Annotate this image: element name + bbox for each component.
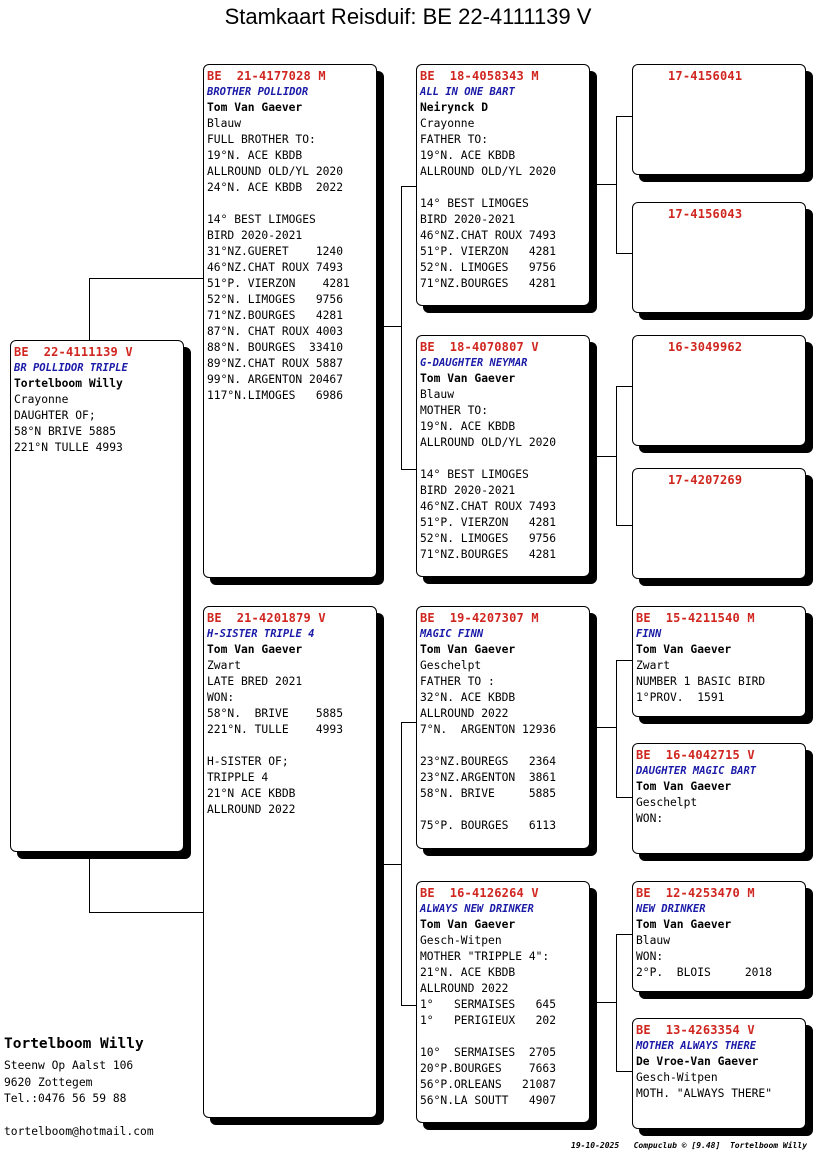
info-line bbox=[420, 738, 586, 754]
connector-subject-father bbox=[89, 278, 205, 341]
grandmother-paternal-card bbox=[416, 335, 590, 577]
fmf-ring: 16-3049962 bbox=[668, 340, 743, 354]
grandmother-maternal-card bbox=[416, 881, 590, 1123]
connector-father-parents bbox=[376, 326, 401, 328]
mmf-name: NEW DRINKER bbox=[636, 903, 706, 915]
mmf-ring: BE 12-4253470 M bbox=[636, 886, 755, 900]
footer-credit: 19-10-2025 Compuclub © [9.48] Tortelboom Willy bbox=[571, 1141, 808, 1150]
father-breeder: Tom Van Gaever bbox=[207, 101, 303, 114]
info-line bbox=[420, 802, 586, 818]
info-line: H-SISTER OF; bbox=[207, 755, 289, 768]
grandfather-paternal-card bbox=[416, 64, 590, 306]
info-line bbox=[207, 738, 373, 754]
mother-breeder: Tom Van Gaever bbox=[207, 643, 303, 656]
mm-ring: BE 16-4126264 V bbox=[420, 886, 539, 900]
info-line bbox=[420, 180, 586, 196]
info-line: 19°N. ACE KBDB bbox=[420, 149, 516, 162]
mff-ring: BE 15-4211540 M bbox=[636, 611, 755, 625]
info-line: 21°N ACE KBDB bbox=[207, 787, 296, 800]
info-line: 52°N. LIMOGES 9756 bbox=[207, 293, 344, 306]
info-line: Geschelpt bbox=[420, 659, 482, 672]
info-line: TRIPPLE 4 bbox=[207, 771, 269, 784]
info-line: 221°N. TULLE 4993 bbox=[207, 723, 344, 736]
fm-info bbox=[420, 387, 586, 563]
info-line: 99°N. ARGENTON 20467 bbox=[207, 373, 344, 386]
info-line: 20°P.BOURGES 7663 bbox=[420, 1062, 557, 1075]
info-line: DAUGHTER OF; bbox=[14, 409, 96, 422]
info-line: ALLROUND OLD/YL 2020 bbox=[207, 165, 344, 178]
fm-breeder: Tom Van Gaever bbox=[420, 372, 516, 385]
owner-block bbox=[4, 1034, 154, 1140]
owner-tel: Tel.:0476 56 59 88 bbox=[4, 1092, 127, 1105]
info-line: ALLROUND 2022 bbox=[420, 707, 509, 720]
ff-name: ALL IN ONE BART bbox=[420, 86, 515, 98]
father-card bbox=[203, 64, 377, 578]
info-line: Blauw bbox=[636, 934, 671, 947]
info-line: Zwart bbox=[207, 659, 242, 672]
info-line: FULL BROTHER TO: bbox=[207, 133, 316, 146]
mff-info bbox=[636, 658, 802, 706]
info-line: 52°N. LIMOGES 9756 bbox=[420, 532, 557, 545]
mm-name: ALWAYS NEW DRINKER bbox=[420, 903, 534, 915]
info-line: ALLROUND OLD/YL 2020 bbox=[420, 165, 557, 178]
subject-breeder: Tortelboom Willy bbox=[14, 377, 123, 390]
mother-ring: BE 21-4201879 V bbox=[207, 611, 326, 625]
info-line: 88°N. BOURGES 33410 bbox=[207, 341, 344, 354]
mf-ring: BE 19-4207307 M bbox=[420, 611, 539, 625]
info-line: 32°N. ACE KBDB bbox=[420, 691, 516, 704]
info-line: Gesch-Witpen bbox=[636, 1071, 718, 1084]
info-line: 71°NZ.BOURGES 4281 bbox=[207, 309, 344, 322]
mother-name: H-SISTER TRIPLE 4 bbox=[207, 628, 315, 640]
mmm-info bbox=[636, 1070, 802, 1102]
info-line: MOTHER TO: bbox=[420, 404, 489, 417]
info-line: 46°NZ.CHAT ROUX 7493 bbox=[420, 500, 557, 513]
ggp-mfm-card bbox=[632, 743, 806, 854]
mf-info bbox=[420, 658, 586, 834]
info-line: BIRD 2020-2021 bbox=[420, 484, 516, 497]
father-info bbox=[207, 116, 373, 404]
ff-breeder: Neirynck D bbox=[420, 101, 489, 114]
connector-ff-parents bbox=[590, 184, 616, 186]
mfm-breeder: Tom Van Gaever bbox=[636, 780, 732, 793]
info-line: 71°NZ.BOURGES 4281 bbox=[420, 548, 557, 561]
info-line: Crayonne bbox=[420, 117, 475, 130]
connector-subject-mother bbox=[89, 852, 205, 913]
info-line: 2°P. BLOIS 2018 bbox=[636, 966, 773, 979]
mfm-info bbox=[636, 795, 802, 827]
owner-email: tortelboom@hotmail.com bbox=[4, 1124, 154, 1138]
info-line: 7°N. ARGENTON 12936 bbox=[420, 723, 557, 736]
info-line: 71°NZ.BOURGES 4281 bbox=[420, 277, 557, 290]
connector-mm-branch bbox=[616, 934, 633, 1072]
mf-name: MAGIC FINN bbox=[420, 628, 484, 640]
fm-name: G-DAUGHTER NEYMAR bbox=[420, 357, 528, 369]
info-line: 19°N. ACE KBDB bbox=[207, 149, 303, 162]
info-line bbox=[420, 451, 586, 467]
page-title: Stamkaart Reisduif: BE 22-4111139 V bbox=[224, 4, 592, 29]
ffm-ring: 17-4156043 bbox=[668, 207, 743, 221]
connector-ff-branch bbox=[616, 116, 633, 254]
info-line: 14° BEST LIMOGES bbox=[420, 468, 529, 481]
info-line: WON: bbox=[207, 691, 235, 704]
info-line: 24°N. ACE KBDB 2022 bbox=[207, 181, 344, 194]
father-ring: BE 21-4177028 M bbox=[207, 69, 326, 83]
mother-card bbox=[203, 606, 377, 1118]
fmm-ring: 17-4207269 bbox=[668, 473, 743, 487]
fm-ring: BE 18-4070807 V bbox=[420, 340, 539, 354]
info-line: 46°NZ.CHAT ROUX 7493 bbox=[420, 229, 557, 242]
mff-name: FINN bbox=[636, 628, 662, 640]
ff-info bbox=[420, 116, 586, 292]
mm-info bbox=[420, 933, 586, 1109]
info-line: LATE BRED 2021 bbox=[207, 675, 303, 688]
subject-ring: BE 22-4111139 V bbox=[14, 345, 133, 359]
info-line: 14° BEST LIMOGES bbox=[207, 213, 316, 226]
ggp-fmm-card bbox=[632, 468, 806, 579]
info-line: 117°N.LIMOGES 6986 bbox=[207, 389, 344, 402]
connector-mm-parents bbox=[590, 1002, 616, 1004]
info-line: 58°N. BRIVE 5885 bbox=[207, 707, 344, 720]
info-line: ALLROUND 2022 bbox=[207, 803, 296, 816]
info-line: 1° PERIGIEUX 202 bbox=[420, 1014, 557, 1027]
mother-info bbox=[207, 658, 373, 818]
ggp-fff-card bbox=[632, 64, 806, 175]
info-line: 14° BEST LIMOGES bbox=[420, 197, 529, 210]
connector-mf-branch bbox=[616, 660, 633, 798]
mmm-breeder: De Vroe-Van Gaever bbox=[636, 1055, 759, 1068]
fff-ring: 17-4156041 bbox=[668, 69, 743, 83]
info-line: 221°N TULLE 4993 bbox=[14, 441, 123, 454]
ff-ring: BE 18-4058343 M bbox=[420, 69, 539, 83]
ggp-mmm-card bbox=[632, 1018, 806, 1129]
mmf-info bbox=[636, 933, 802, 981]
ggp-ffm-card bbox=[632, 202, 806, 313]
father-name: BROTHER POLLIDOR bbox=[207, 86, 309, 98]
mmm-name: MOTHER ALWAYS THERE bbox=[636, 1040, 757, 1052]
mff-breeder: Tom Van Gaever bbox=[636, 643, 732, 656]
owner-street: Steenw Op Aalst 106 bbox=[4, 1059, 134, 1072]
connector-mother-parents bbox=[376, 864, 401, 866]
connector-fm-parents bbox=[590, 456, 616, 458]
grandfather-maternal-card bbox=[416, 606, 590, 849]
subject-info bbox=[14, 392, 180, 456]
mfm-name: DAUGHTER MAGIC BART bbox=[636, 765, 757, 777]
ggp-mff-card bbox=[632, 606, 806, 717]
info-line: 51°P. VIERZON 4281 bbox=[420, 245, 557, 258]
info-line: BIRD 2020-2021 bbox=[207, 229, 303, 242]
info-line: BIRD 2020-2021 bbox=[420, 213, 516, 226]
ggp-fmf-card bbox=[632, 335, 806, 446]
info-line: Gesch-Witpen bbox=[420, 934, 502, 947]
info-line: MOTHER "TRIPPLE 4": bbox=[420, 950, 550, 963]
connector-mf-parents bbox=[590, 727, 616, 729]
info-line bbox=[420, 1029, 586, 1045]
info-line: 1°PROV. 1591 bbox=[636, 691, 725, 704]
mmm-ring: BE 13-4263354 V bbox=[636, 1023, 755, 1037]
info-line: 19°N. ACE KBDB bbox=[420, 420, 516, 433]
info-line: 46°NZ.CHAT ROUX 7493 bbox=[207, 261, 344, 274]
info-line: WON: bbox=[636, 812, 664, 825]
info-line: 58°N. BRIVE 5885 bbox=[420, 787, 557, 800]
mf-breeder: Tom Van Gaever bbox=[420, 643, 516, 656]
info-line: MOTH. "ALWAYS THERE" bbox=[636, 1087, 773, 1100]
owner-name: Tortelboom Willy bbox=[4, 1036, 144, 1052]
info-line: 89°NZ.CHAT ROUX 5887 bbox=[207, 357, 344, 370]
info-line: 58°N BRIVE 5885 bbox=[14, 425, 117, 438]
info-line: 21°N. ACE KBDB bbox=[420, 966, 516, 979]
info-line: 56°P.ORLEANS 21087 bbox=[420, 1078, 557, 1091]
mm-breeder: Tom Van Gaever bbox=[420, 918, 516, 931]
subject-name: BR POLLIDOR TRIPLE bbox=[14, 362, 128, 374]
info-line bbox=[207, 196, 373, 212]
subject-card bbox=[10, 340, 184, 852]
info-line: ALLROUND 2022 bbox=[420, 982, 509, 995]
info-line: 51°P. VIERZON 4281 bbox=[420, 516, 557, 529]
mmf-breeder: Tom Van Gaever bbox=[636, 918, 732, 931]
owner-city: 9620 Zottegem bbox=[4, 1075, 93, 1089]
info-line: FATHER TO : bbox=[420, 675, 495, 688]
info-line: 52°N. LIMOGES 9756 bbox=[420, 261, 557, 274]
info-line: 23°NZ.ARGENTON 3861 bbox=[420, 771, 557, 784]
mfm-ring: BE 16-4042715 V bbox=[636, 748, 755, 762]
info-line: 10° SERMAISES 2705 bbox=[420, 1046, 557, 1059]
info-line: 1° SERMAISES 645 bbox=[420, 998, 557, 1011]
info-line: FATHER TO: bbox=[420, 133, 489, 146]
info-line: 23°NZ.BOUREGS 2364 bbox=[420, 755, 557, 768]
info-line: 56°N.LA SOUTT 4907 bbox=[420, 1094, 557, 1107]
info-line: Zwart bbox=[636, 659, 671, 672]
info-line: 51°P. VIERZON 4281 bbox=[207, 277, 350, 290]
connector-fm-branch bbox=[616, 386, 633, 526]
info-line: Blauw bbox=[207, 117, 242, 130]
ggp-mmf-card bbox=[632, 881, 806, 992]
info-line: Geschelpt bbox=[636, 796, 698, 809]
info-line: 87°N. CHAT ROUX 4003 bbox=[207, 325, 344, 338]
info-line: WON: bbox=[636, 950, 664, 963]
info-line: 31°NZ.GUERET 1240 bbox=[207, 245, 344, 258]
info-line: Blauw bbox=[420, 388, 455, 401]
info-line: ALLROUND OLD/YL 2020 bbox=[420, 436, 557, 449]
info-line: 75°P. BOURGES 6113 bbox=[420, 819, 557, 832]
info-line: Crayonne bbox=[14, 393, 69, 406]
info-line: NUMBER 1 BASIC BIRD bbox=[636, 675, 766, 688]
